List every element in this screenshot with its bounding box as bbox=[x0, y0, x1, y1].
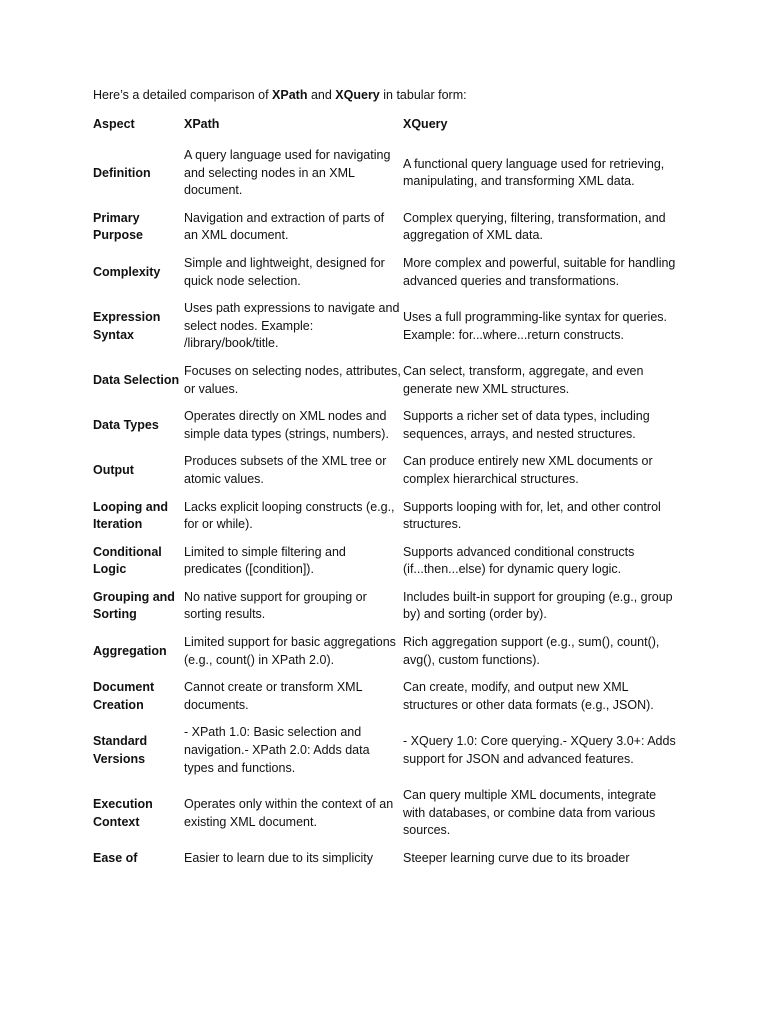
table-row bbox=[92, 403, 678, 448]
xpath-cell: A query language used for navigating and selecting nodes in an XML document. bbox=[184, 148, 391, 198]
aspect-cell: Complexity bbox=[93, 264, 161, 279]
xquery-cell: More complex and powerful, suitable for handling advanced queries and transformations. bbox=[403, 255, 676, 288]
xquery-cell: Can select, transform, aggregate, and even generate new XML structures. bbox=[403, 363, 644, 396]
intro-prefix: Here’s a detailed comparison of bbox=[93, 88, 273, 102]
table-row bbox=[92, 674, 678, 719]
table-row bbox=[92, 295, 678, 358]
intro-suffix: in tabular form: bbox=[379, 88, 467, 102]
xquery-cell: Uses a full programming-like syntax for queries. Example: for...where...return constructs. bbox=[403, 309, 667, 342]
table-row bbox=[92, 142, 678, 205]
table-row bbox=[92, 358, 678, 403]
aspect-cell: Grouping and Sorting bbox=[93, 589, 175, 622]
xquery-cell: Complex querying, filtering, transformation, and aggregation of XML data. bbox=[403, 210, 666, 243]
xpath-cell: Limited to simple filtering and predicates ([condition]). bbox=[184, 544, 346, 577]
xquery-cell: Supports looping with for, let, and other control structures. bbox=[403, 499, 661, 532]
xquery-cell: Includes built-in support for grouping (e.g., group by) and sorting (order by). bbox=[403, 589, 673, 622]
aspect-cell: Definition bbox=[93, 165, 151, 180]
xquery-cell: Can query multiple XML documents, integrate with databases, or combine data from various sources. bbox=[403, 788, 657, 838]
xquery-cell: A functional query language used for retrieving, manipulating, and transforming XML data. bbox=[403, 156, 665, 189]
aspect-cell: Primary Purpose bbox=[93, 210, 144, 243]
table-row bbox=[92, 845, 678, 873]
intro-term-xpath: XPath bbox=[272, 88, 308, 102]
aspect-cell: Aggregation bbox=[93, 643, 167, 658]
xpath-cell: No native support for grouping or sorting results. bbox=[184, 589, 367, 622]
aspect-cell: Looping and Iteration bbox=[93, 499, 168, 532]
table-header-row bbox=[92, 112, 678, 142]
xpath-cell: Produces subsets of the XML tree or atomic values. bbox=[184, 454, 387, 486]
aspect-cell: Data Selection bbox=[93, 372, 180, 387]
xquery-cell: - XQuery 1.0: Core querying.- XQuery 3.0+: Adds support for JSON and advanced features. bbox=[403, 734, 676, 766]
xpath-cell: Operates directly on XML nodes and simple data types (strings, numbers). bbox=[184, 409, 389, 441]
table-row bbox=[92, 494, 678, 539]
xquery-cell: Supports advanced conditional constructs (if...then...else) for dynamic query logic. bbox=[403, 544, 635, 577]
aspect-cell: Ease of bbox=[93, 851, 138, 865]
xpath-cell: Operates only within the context of an existing XML document. bbox=[184, 797, 394, 829]
xpath-cell: Lacks explicit looping constructs (e.g., for or while). bbox=[184, 499, 395, 532]
xpath-cell: Easier to learn due to its simplicity bbox=[184, 851, 373, 865]
table-row bbox=[92, 719, 678, 782]
intro-middle: and bbox=[307, 88, 336, 102]
xquery-cell: Supports a richer set of data types, including sequences, arrays, and nested structures. bbox=[403, 409, 650, 441]
header-aspect: Aspect bbox=[93, 117, 135, 132]
xpath-cell: Simple and lightweight, designed for quick node selection. bbox=[184, 255, 385, 288]
xpath-cell: Limited support for basic aggregations (e.g., count() in XPath 2.0). bbox=[184, 635, 396, 667]
xquery-cell: Steeper learning curve due to its broader bbox=[403, 851, 630, 865]
xpath-cell: Uses path expressions to navigate and select nodes. Example: /library/book/title. bbox=[184, 301, 400, 351]
xquery-cell: Can create, modify, and output new XML structures or other data formats (e.g., JSON). bbox=[403, 680, 654, 712]
aspect-cell: Expression Syntax bbox=[93, 309, 161, 342]
intro-paragraph bbox=[93, 87, 467, 104]
xpath-cell: Cannot create or transform XML documents. bbox=[184, 680, 363, 712]
xpath-cell: Focuses on selecting nodes, attributes, or values. bbox=[184, 363, 401, 396]
header-xpath: XPath bbox=[184, 117, 220, 132]
xquery-cell: Rich aggregation support (e.g., sum(), count(), avg(), custom functions). bbox=[403, 635, 660, 667]
aspect-cell: Data Types bbox=[93, 417, 159, 432]
table-row bbox=[92, 629, 678, 674]
xpath-cell: - XPath 1.0: Basic selection and navigation.- XPath 2.0: Adds data types and functions. bbox=[184, 725, 370, 775]
aspect-cell: Execution Context bbox=[93, 797, 153, 829]
table-row bbox=[92, 448, 678, 493]
xpath-cell: Navigation and extraction of parts of an XML document. bbox=[184, 210, 385, 243]
aspect-cell: Document Creation bbox=[93, 680, 155, 712]
xquery-cell: Can produce entirely new XML documents or complex hierarchical structures. bbox=[403, 454, 653, 486]
aspect-cell: Output bbox=[93, 463, 134, 478]
table-row bbox=[92, 539, 678, 584]
table-row bbox=[92, 250, 678, 295]
header-xquery: XQuery bbox=[403, 117, 448, 132]
aspect-cell: Standard Versions bbox=[93, 734, 148, 766]
table-row bbox=[92, 205, 678, 250]
aspect-cell: Conditional Logic bbox=[93, 544, 162, 577]
comparison-table bbox=[92, 112, 678, 873]
table-body bbox=[92, 142, 678, 873]
table-row bbox=[92, 782, 678, 845]
table-row bbox=[92, 584, 678, 629]
intro-term-xquery: XQuery bbox=[335, 88, 380, 102]
